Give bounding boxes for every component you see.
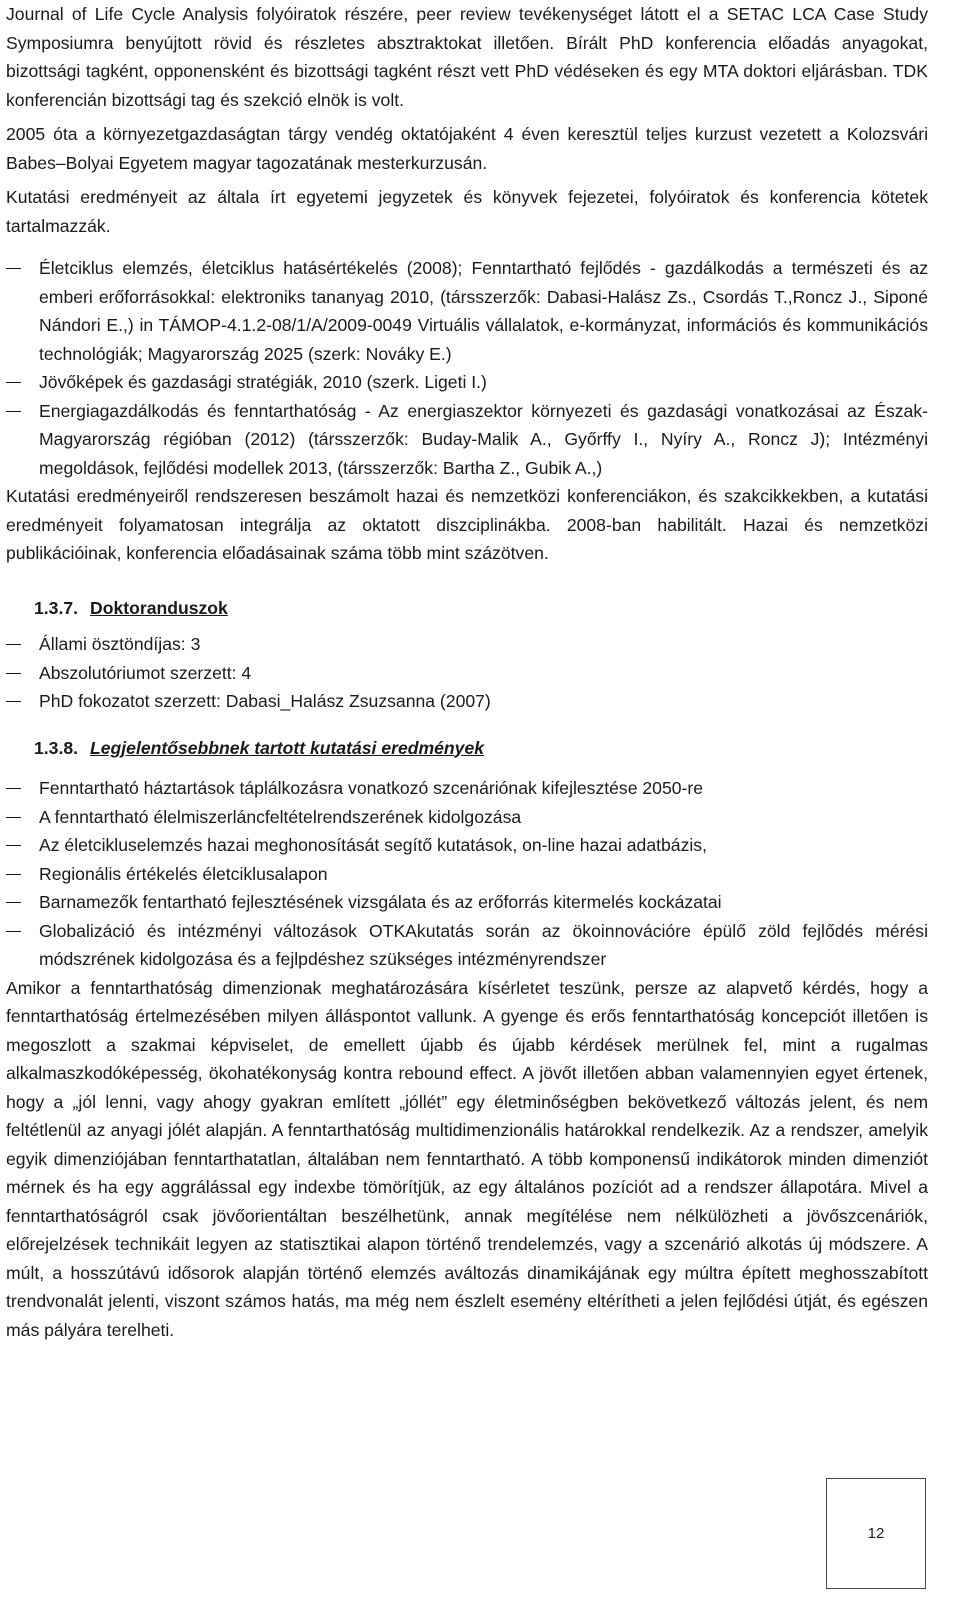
list-item: Regionális értékelés életciklusalapon [6,860,928,889]
document-page [6,0,928,1344]
list-item: Barnamezők fentartható fejlesztésének vizsgálata és az erőforrás kitermelés kockázatai [6,888,928,917]
eredmenyek-list [6,774,928,974]
doktoranduszok-list [6,630,928,716]
list-item: Az életcikluselemzés hazai meghonosítását segítő kutatások, on-line hazai adatbázis, [6,831,928,860]
section-number: 1.3.8. [34,737,79,758]
list-item: A fenntartható élelmiszerláncfeltételrendszerének kidolgozása [6,803,928,832]
list-item: Abszolutóriumot szerzett: 4 [6,659,928,688]
section-heading-eredmenyek [6,734,928,763]
list-item: Globalizáció és intézményi változások OTKAkutatás során az ökoinnovációre épülő zöld fejlődés mérési módszrének kidolgozása és a fejlpdéshez szükséges intézményrendszer [6,917,928,974]
section-heading-doktoranduszok [6,594,928,623]
paragraph-peer-review: Journal of Life Cycle Analysis folyóiratok részére, peer review tevékenységet látott el a SETAC LCA Case Study Symposiumra benyújtott rövid és részletes absztraktokat illetően. Bírált PhD konferencia előadás anyagokat, bizottsági tagként, opponensként és bizottsági tagként részt vett PhD védéseken és egy MTA doktori eljárásban. TDK konferencián bizottsági tag és szekció elnök is volt. [6,4,928,110]
paragraph-sustainability: Amikor a fenntarthatóság dimenzionak meghatározására kísérletet teszünk, persze az alapvető kérdés, hogy a fenntarthatóság értelmezésében milyen álláspontot vallunk. A gyenge és erős fenntarthatóság koncepciót illetően is megoszlott a szakmai képviselet, de emellett újabb és újabb kérdések merülnek fel, mint a rugalmas alkalmaszkodóképesség, ökohatékonyság kontra rebound effect. A jövőt illetően abban valamennyien egyet értenek, hogy a „jól lenni, vagy ahogy gyakran említett „jóllét” egy életminőségben bekövetkező változás jelent, és nem feltétlenül az anyagi jólét alapján. A fenntarthatóság multidimenzionális határokkal rendelkezik. Az a rendszer, amelyik egyik dimenziójában fenntarthatatlan, általában nem fenntartható. A több komponensű indikátorok minden dimenziót mérnek és ha egy aggrálással egy indexbe tömörítjük, az egy általános pozíciót ad a rendszer állapotára. Mivel a fenntarthatóságról csak jövőorientáltan beszélhetünk, annak megítélése nem nélkülözheti a jövőszcenáriók, előrejelzések technikáit legyen az statisztikai alapon történő trendelemzés, vagy a szcenárió alkotás új módszere. A múlt, a hosszútávú idősorok alapján történő elemzés aváltozás dinamikájának egy múltra épített meghosszabított trendvonalát jelenti, viszont számos hatás, ma még nem észlelt esemény eltérítheti a jelen fejlődési útját, és egészen más pályára terelheti. [6,977,928,1340]
list-item: Életciklus elemzés, életciklus hatásértékelés (2008); Fenntartható fejlődés - gazdálkodás a természeti és az emberi erőforrásokkal: elektroniks tananyag 2010, (társszerzők: Dabasi-Halász Zs., Csordás T.,Roncz J., Siponé Nándori E.,) in TÁMOP-4.1.2-08/1/A/2009-0049 Virtuális vállalatok, e-kormányzat, információs és kommunikációs technológiák; Magyarország 2025 (szerk: Nováky E.) [6,254,928,368]
list-item: Energiagazdálkodás és fenntarthatóság - Az energiaszektor környezeti és gazdasági vonatkozásai az Észak-Magyarország régióban (2012) (társszerzők: Buday-Malik A., Győrffy I., Nyíry A., Roncz J); Intézményi megoldások, fejlődési modellek 2013, (társszerzők: Bartha Z., Gubik A.,) [6,397,928,483]
section-title: Legjelentősebbnek tartott kutatási eredmények [90,737,485,758]
page-number: 12 [867,1525,885,1542]
page-number-box [826,1478,926,1589]
publications-list [6,254,928,482]
section-title: Doktoranduszok [90,597,228,618]
paragraph-conferences: Kutatási eredményeiről rendszeresen beszámolt hazai és nemzetközi konferenciákon, és szakcikkekben, a kutatási eredményeit folyamatosan integrálja az oktatott diszciplinákba. 2008-ban habilitált. Hazai és nemzetközi publikációinak, konferencia előadásainak száma több mint százötven. [6,486,928,563]
list-item: Állami ösztöndíjas: 3 [6,630,928,659]
section-number: 1.3.7. [34,597,79,618]
list-item: Fenntartható háztartások táplálkozásra vonatkozó szcenáriónak kifejlesztése 2050-re [6,774,928,803]
paragraph-research-results: Kutatási eredményeit az általa írt egyetemi jegyzetek és könyvek fejezetei, folyóiratok és konferencia kötetek tartalmazzák. [6,187,928,236]
list-item: PhD fokozatot szerzett: Dabasi_Halász Zsuzsanna (2007) [6,687,928,716]
list-item: Jövőképek és gazdasági stratégiák, 2010 (szerk. Ligeti I.) [6,368,928,397]
paragraph-guest-lecturer: 2005 óta a környezetgazdaságtan tárgy vendég oktatójaként 4 éven keresztül teljes kurzust vezetett a Kolozsvári Babes–Bolyai Egyetem magyar tagozatának mesterkurzusán. [6,124,928,173]
